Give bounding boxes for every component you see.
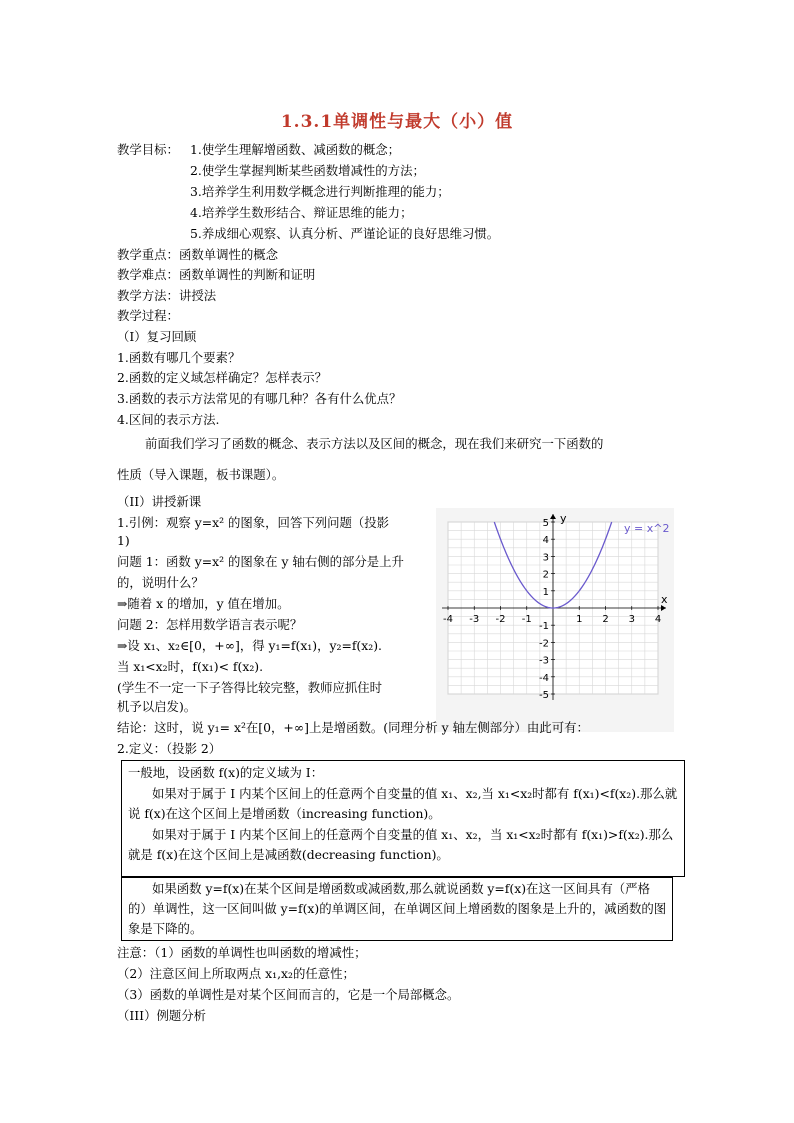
review-question: 2.函数的定义域怎样确定？怎样表示？ <box>117 370 328 385</box>
decreasing-definition: 如果对于属于 I 内某个区间上的任意两个自变量的值 x₁、x₂，当 x₁<x₂时都有 f(x₁)>f(x₂).那么就是 f(x)在这个区间上是减函数(decreasing function)。 <box>128 827 674 862</box>
lesson-line: (学生不一定一下子答得比较完整，教师应抓住时 <box>117 680 383 695</box>
note: （2）注意区间上所取两点 x₁,x₂的任意性； <box>117 966 355 981</box>
legend-label: y = x^2 <box>624 522 670 535</box>
review-question: 3.函数的表示方法常见的有哪几种？各有什么优点？ <box>117 391 402 406</box>
lesson-line: 机予以启发)。 <box>117 699 197 714</box>
key-point: 教学重点：函数单调性的概念 <box>117 247 279 262</box>
objective-item: 1.使学生理解增函数、减函数的概念； <box>190 142 401 157</box>
note: 注意：（1）函数的单调性也叫函数的增减性； <box>117 945 367 960</box>
review-heading: （I）复习回顾 <box>117 329 197 344</box>
y-tick-label: -3 <box>539 655 549 667</box>
lesson-line: 1.引例：观察 y=x² 的图象，回答下列问题（投影 <box>117 515 390 530</box>
review-question: 4.区间的表示方法. <box>117 412 220 427</box>
lesson-line: 问题 2：怎样用数学语言表示呢？ <box>117 617 303 632</box>
monotonic-definition: 如果函数 y=f(x)在某个区间是增函数或减函数,那么就说函数 y=f(x)在这一区间具有（严格的）单调性，这一区间叫做 y=f(x)的单调区间，在单调区间上增函数的图象是上升的，减函数的图象是下降的。 <box>128 881 667 936</box>
process-label: 教学过程： <box>117 308 179 323</box>
page-title: 1.3.1单调性与最大（小）值 <box>280 112 514 132</box>
x-tick-label: 1 <box>576 614 583 625</box>
objectives-label: 教学目标： <box>117 142 179 157</box>
lesson-line: ⇒设 x₁、x₂∈[0，+∞]，得 y₁=f(x₁)，y₂=f(x₂). <box>117 638 382 653</box>
y-tick-label: 4 <box>542 535 549 547</box>
x-tick-label: 4 <box>654 614 662 625</box>
lesson-line: 问题 1：函数 y=x² 的图象在 y 轴右侧的部分是上升 <box>117 554 404 569</box>
y-tick-label: 5 <box>542 518 549 529</box>
definition-heading: 2.定义：（投影 2） <box>117 741 222 756</box>
lesson-line: ⇒随着 x 的增加，y 值在增加。 <box>117 596 290 611</box>
x-axis-label: x <box>661 593 668 606</box>
lesson-line: 的，说明什么？ <box>117 575 204 590</box>
y-tick-label: -4 <box>539 672 549 684</box>
lesson-line: 当 x₁<x₂时，f(x₁)< f(x₂). <box>117 659 264 674</box>
y-tick-label: 1 <box>542 586 549 598</box>
x-tick-label: -3 <box>469 614 480 625</box>
objective-item: 3.培养学生利用数学概念进行判断推理的能力； <box>190 184 450 199</box>
objective-item: 2.使学生掌握判断某些函数增减性的方法； <box>190 163 425 178</box>
objective-item: 4.培养学生数形结合、辩证思维的能力； <box>190 205 413 220</box>
intro-paragraph-cont: 性质（导入课题，板书课题）。 <box>117 467 285 482</box>
y-tick-label: -2 <box>539 638 549 650</box>
definition-intro: 一般地，设函数 f(x)的定义域为 I： <box>128 765 324 780</box>
difficulty: 教学难点：函数单调性的判断和证明 <box>117 267 316 282</box>
increasing-definition: 如果对于属于 I 内某个区间上的任意两个自变量的值 x₁、x₂,当 x₁<x₂时都有 f(x₁)<f(x₂).那么就说 f(x)在这个区间上是增函数（increasing function)。 <box>128 786 678 821</box>
parabola-graph <box>436 508 674 732</box>
review-question: 1.函数有哪几个要素？ <box>117 350 241 365</box>
new-lesson-heading: （II）讲授新课 <box>117 494 202 509</box>
objective-item: 5.养成细心观察、认真分析、严谨论证的良好思维习惯。 <box>190 226 500 241</box>
x-tick-label: 2 <box>602 614 609 625</box>
y-axis-label: y <box>560 512 567 525</box>
x-tick-label: -2 <box>495 614 506 625</box>
definition-box <box>121 760 685 877</box>
conclusion: 结论：这时，说 y₁= x²在[0，+∞]上是增函数。(同理分析 y 轴左侧部分）由此可有： <box>117 720 589 735</box>
x-tick-label: -4 <box>443 614 453 625</box>
x-tick-label: -1 <box>521 614 532 625</box>
lesson-line: 1) <box>117 533 130 548</box>
y-tick-label: -1 <box>539 621 549 633</box>
intro-paragraph: 前面我们学习了函数的概念、表示方法以及区间的概念，现在我们来研究一下函数的 <box>145 436 604 451</box>
method: 教学方法：讲授法 <box>117 288 217 303</box>
y-tick-label: 3 <box>542 552 549 564</box>
note: （3）函数的单调性是对某个区间而言的，它是一个局部概念。 <box>117 987 460 1002</box>
x-tick-label: 3 <box>628 614 635 625</box>
monotonic-box <box>121 877 673 941</box>
examples-heading: （III）例题分析 <box>117 1008 207 1023</box>
y-tick-label: 2 <box>542 569 549 581</box>
y-tick-label: -5 <box>539 690 549 701</box>
